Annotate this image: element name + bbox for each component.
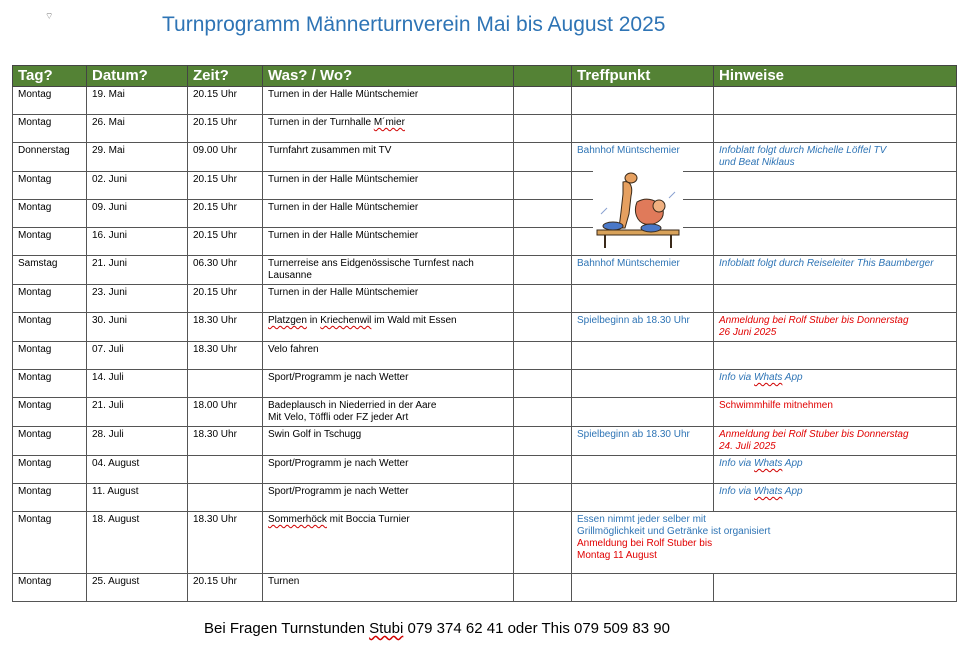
cell-tag: Montag bbox=[13, 87, 87, 115]
cell-was-wo: Turnen bbox=[263, 574, 514, 602]
cell-was-wo: Velo fahren bbox=[263, 342, 514, 370]
cell-tag: Montag bbox=[13, 200, 87, 228]
cell-datum: 23. Juni bbox=[87, 285, 188, 313]
spellcheck-word: Kriechenwil bbox=[320, 315, 372, 326]
spellcheck-word: Whats bbox=[754, 458, 783, 469]
cell-treffpunkt-hinweise: Essen nimmt jeder selber mit Grillmöglichkeit und Getränke ist organisiert Anmeldung bei Rolf Stuber bis Montag 11 August bbox=[572, 512, 957, 574]
cell-datum: 28. Juli bbox=[87, 427, 188, 456]
table-row bbox=[13, 484, 957, 512]
cell-zeit: 18.30 Uhr bbox=[188, 313, 263, 342]
table-row bbox=[13, 427, 957, 456]
cell-datum: 29. Mai bbox=[87, 143, 188, 172]
cell-hinweise: Anmeldung bei Rolf Stuber bis Donnerstag 26 Juni 2025 bbox=[714, 313, 957, 342]
table-header-row bbox=[13, 66, 957, 87]
spellcheck-word: Whats bbox=[754, 372, 783, 383]
cell-empty bbox=[514, 484, 572, 512]
cell-zeit: 20.15 Uhr bbox=[188, 574, 263, 602]
cell-zeit: 20.15 Uhr bbox=[188, 228, 263, 256]
cell-zeit: 20.15 Uhr bbox=[188, 200, 263, 228]
corner-mark: ⌔ bbox=[45, 11, 54, 21]
cell-treffpunkt bbox=[572, 456, 714, 484]
cell-zeit: 20.15 Uhr bbox=[188, 87, 263, 115]
cell-hinweise: Infoblatt folgt durch Reiseleiter This Baumberger bbox=[714, 256, 957, 285]
cell-zeit: 09.00 Uhr bbox=[188, 143, 263, 172]
cell-hinweise bbox=[714, 228, 957, 256]
cell-tag: Montag bbox=[13, 172, 87, 200]
schedule-table bbox=[12, 65, 957, 602]
cell-tag: Montag bbox=[13, 398, 87, 427]
header-datum: Datum? bbox=[87, 66, 188, 87]
cell-was-wo: Badeplausch in Niederried in der Aare Mit Velo, Töffli oder FZ jeder Art bbox=[263, 398, 514, 427]
spellcheck-word: M´mier bbox=[373, 117, 405, 128]
cell-was-wo: Turnen in der Halle Müntschemier bbox=[263, 87, 514, 115]
cell-empty bbox=[514, 427, 572, 456]
cell-datum: 16. Juni bbox=[87, 228, 188, 256]
table-row bbox=[13, 115, 957, 143]
cell-zeit: 20.15 Uhr bbox=[188, 115, 263, 143]
header-treffpunkt: Treffpunkt bbox=[572, 66, 714, 87]
cell-hinweise: Anmeldung bei Rolf Stuber bis Donnerstag 24. Juli 2025 bbox=[714, 427, 957, 456]
cell-datum: 11. August bbox=[87, 484, 188, 512]
cell-tag: Montag bbox=[13, 484, 87, 512]
cell-zeit bbox=[188, 456, 263, 484]
header-tag: Tag? bbox=[13, 66, 87, 87]
cell-zeit: 20.15 Uhr bbox=[188, 285, 263, 313]
cell-was-wo: Turnen in der Halle Müntschemier bbox=[263, 285, 514, 313]
table-row bbox=[13, 143, 957, 172]
cell-treffpunkt: Spielbeginn ab 18.30 Uhr bbox=[572, 427, 714, 456]
cell-treffpunkt bbox=[572, 484, 714, 512]
spellcheck-word: Platzgen bbox=[268, 315, 307, 326]
cell-tag: Donnerstag bbox=[13, 143, 87, 172]
cell-hinweise: Infoblatt folgt durch Michelle Löffel TV und Beat Niklaus bbox=[714, 143, 957, 172]
cell-empty bbox=[514, 115, 572, 143]
header-was-wo: Was? / Wo? bbox=[263, 66, 514, 87]
header-hinweise: Hinweise bbox=[714, 66, 957, 87]
cell-tag: Montag bbox=[13, 115, 87, 143]
cell-treffpunkt bbox=[572, 87, 714, 115]
gymnast-clipart-icon bbox=[593, 168, 683, 250]
table-row bbox=[13, 512, 957, 574]
cell-datum: 21. Juni bbox=[87, 256, 188, 285]
table-row bbox=[13, 285, 957, 313]
cell-zeit: 06.30 Uhr bbox=[188, 256, 263, 285]
cell-tag: Montag bbox=[13, 456, 87, 484]
header-empty bbox=[514, 66, 572, 87]
cell-hinweise: Schwimmhilfe mitnehmen bbox=[714, 398, 957, 427]
cell-datum: 02. Juni bbox=[87, 172, 188, 200]
cell-tag: Montag bbox=[13, 285, 87, 313]
cell-hinweise bbox=[714, 200, 957, 228]
cell-tag: Samstag bbox=[13, 256, 87, 285]
cell-treffpunkt: Bahnhof Müntschemier bbox=[572, 143, 714, 172]
cell-datum: 30. Juni bbox=[87, 313, 188, 342]
cell-was-wo: Sommerhöck mit Boccia Turnier bbox=[263, 512, 514, 574]
table-row bbox=[13, 313, 957, 342]
cell-empty bbox=[514, 313, 572, 342]
cell-datum: 21. Juli bbox=[87, 398, 188, 427]
cell-was-wo: Turnerreise ans Eidgenössische Turnfest nach Lausanne bbox=[263, 256, 514, 285]
cell-hinweise: Info via Whats App bbox=[714, 370, 957, 398]
spellcheck-word: Whats bbox=[754, 486, 783, 497]
cell-treffpunkt bbox=[572, 342, 714, 370]
cell-was-wo: Platzgen in Kriechenwil im Wald mit Essen bbox=[263, 313, 514, 342]
cell-treffpunkt bbox=[572, 398, 714, 427]
table-row bbox=[13, 256, 957, 285]
cell-empty bbox=[514, 228, 572, 256]
cell-zeit: 18.30 Uhr bbox=[188, 342, 263, 370]
cell-empty bbox=[514, 398, 572, 427]
footer-text: Bei Fragen Turnstunden Stubi 079 374 62 41 oder This 079 509 83 90 bbox=[204, 620, 670, 637]
cell-tag: Montag bbox=[13, 342, 87, 370]
cell-datum: 09. Juni bbox=[87, 200, 188, 228]
cell-hinweise bbox=[714, 574, 957, 602]
cell-tag: Montag bbox=[13, 370, 87, 398]
cell-datum: 07. Juli bbox=[87, 342, 188, 370]
spellcheck-word: Sommerhöck bbox=[268, 514, 327, 525]
table-row bbox=[13, 370, 957, 398]
cell-empty bbox=[514, 512, 572, 574]
table-row bbox=[13, 172, 957, 200]
cell-empty bbox=[514, 256, 572, 285]
table-row bbox=[13, 398, 957, 427]
cell-tag: Montag bbox=[13, 574, 87, 602]
cell-empty bbox=[514, 143, 572, 172]
footer-contact bbox=[204, 620, 670, 637]
page-title: Turnprogramm Männerturnverein Mai bis August 2025 bbox=[162, 13, 666, 36]
cell-tag: Montag bbox=[13, 313, 87, 342]
cell-datum: 04. August bbox=[87, 456, 188, 484]
cell-was-wo: Sport/Programm je nach Wetter bbox=[263, 484, 514, 512]
cell-hinweise: Info via Whats App bbox=[714, 484, 957, 512]
cell-hinweise: Info via Whats App bbox=[714, 456, 957, 484]
cell-datum: 26. Mai bbox=[87, 115, 188, 143]
cell-treffpunkt bbox=[572, 574, 714, 602]
cell-empty bbox=[514, 456, 572, 484]
cell-was-wo: Turnen in der Turnhalle M´mier bbox=[263, 115, 514, 143]
table-row bbox=[13, 456, 957, 484]
cell-treffpunkt bbox=[572, 370, 714, 398]
cell-hinweise bbox=[714, 285, 957, 313]
cell-was-wo: Sport/Programm je nach Wetter bbox=[263, 370, 514, 398]
cell-empty bbox=[514, 87, 572, 115]
cell-empty bbox=[514, 172, 572, 200]
table-row bbox=[13, 228, 957, 256]
cell-empty bbox=[514, 200, 572, 228]
cell-datum: 18. August bbox=[87, 512, 188, 574]
table-row bbox=[13, 200, 957, 228]
cell-treffpunkt: Bahnhof Müntschemier bbox=[572, 256, 714, 285]
header-zeit: Zeit? bbox=[188, 66, 263, 87]
cell-hinweise bbox=[714, 115, 957, 143]
cell-was-wo: Turnen in der Halle Müntschemier bbox=[263, 228, 514, 256]
cell-was-wo: Turnen in der Halle Müntschemier bbox=[263, 172, 514, 200]
cell-treffpunkt bbox=[572, 115, 714, 143]
cell-datum: 14. Juli bbox=[87, 370, 188, 398]
cell-datum: 25. August bbox=[87, 574, 188, 602]
cell-was-wo: Swin Golf in Tschugg bbox=[263, 427, 514, 456]
table-row bbox=[13, 87, 957, 115]
cell-tag: Montag bbox=[13, 228, 87, 256]
cell-tag: Montag bbox=[13, 512, 87, 574]
cell-zeit: 20.15 Uhr bbox=[188, 172, 263, 200]
cell-was-wo: Sport/Programm je nach Wetter bbox=[263, 456, 514, 484]
table-row bbox=[13, 574, 957, 602]
cell-empty bbox=[514, 574, 572, 602]
cell-treffpunkt: Spielbeginn ab 18.30 Uhr bbox=[572, 313, 714, 342]
cell-zeit bbox=[188, 370, 263, 398]
cell-zeit: 18.00 Uhr bbox=[188, 398, 263, 427]
cell-empty bbox=[514, 285, 572, 313]
cell-was-wo: Turnfahrt zusammen mit TV bbox=[263, 143, 514, 172]
cell-datum: 19. Mai bbox=[87, 87, 188, 115]
cell-empty bbox=[514, 370, 572, 398]
cell-tag: Montag bbox=[13, 427, 87, 456]
cell-zeit: 18.30 Uhr bbox=[188, 512, 263, 574]
cell-hinweise bbox=[714, 87, 957, 115]
cell-zeit: 18.30 Uhr bbox=[188, 427, 263, 456]
cell-hinweise bbox=[714, 342, 957, 370]
table-row bbox=[13, 342, 957, 370]
cell-treffpunkt bbox=[572, 285, 714, 313]
cell-was-wo: Turnen in der Halle Müntschemier bbox=[263, 200, 514, 228]
cell-hinweise bbox=[714, 172, 957, 200]
cell-zeit bbox=[188, 484, 263, 512]
cell-empty bbox=[514, 342, 572, 370]
spellcheck-word: Stubi bbox=[369, 620, 404, 637]
